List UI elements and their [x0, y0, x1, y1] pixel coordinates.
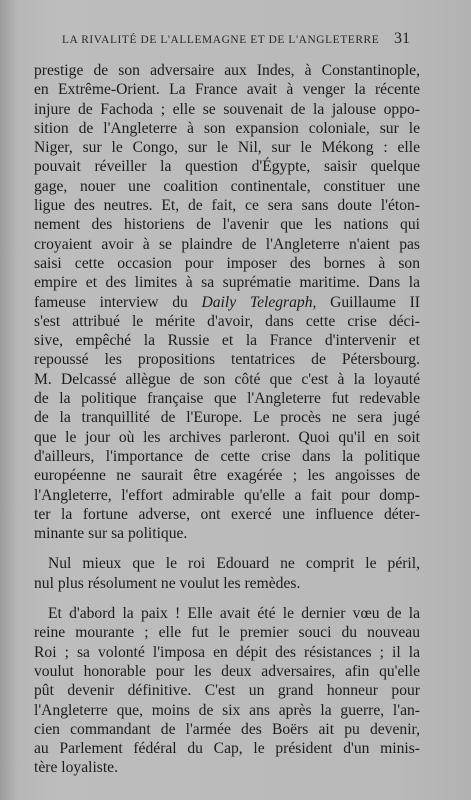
text-segment: fameuse interview du: [34, 293, 202, 311]
text-line: en Extrême-Orient. La France avait à venger la récente: [34, 81, 420, 99]
text-line: empire et des limites à sa suprématie maritime. Dans la: [34, 274, 420, 292]
text-line: pût devenir définitive. C'est un grand honneur pour: [34, 682, 420, 700]
text-line: d'ailleurs, l'importance de cette crise dans la politique: [34, 447, 420, 465]
text-line: l'Angleterre que, moins de six ans après la guerre, l'an-: [34, 701, 420, 719]
text-line: M. Delcassé allègue de son côté que c'est à la loyauté: [34, 370, 420, 388]
paragraph: [34, 61, 420, 543]
text-line: de la tranquillité de l'Europe. Le procès ne sera jugé: [34, 409, 420, 427]
text-line: Roi ; sa volonté l'imposa en dépit des résistances ; il la: [34, 643, 420, 661]
text-line: ligue des neutres. Et, de fait, ce sera sans doute l'éton-: [34, 197, 420, 215]
text-line: sition de l'Angleterre à son expansion coloniale, sur le: [34, 119, 420, 137]
text-line: sive, empêché la Russie et la France d'intervenir et: [34, 332, 420, 350]
newspaper-title: Daily Telegraph,: [201, 293, 317, 311]
text-line: nul plus résolument ne voulut les remèdes.: [34, 574, 301, 592]
text-line: que le jour où les archives parleront. Quoi qu'il en soit: [34, 428, 420, 446]
text-line: minante sur sa politique.: [34, 525, 188, 543]
paragraph-gap: [34, 543, 420, 554]
text-line: tère loyaliste.: [34, 759, 118, 777]
running-title: LA RIVALITÉ DE L'ALLEMAGNE ET DE L'ANGLETERRE: [62, 34, 380, 46]
text-line: Niger, sur le Congo, sur le Nil, sur le Mékong : elle: [34, 139, 420, 157]
text-line: s'est attribué le mérite d'avoir, dans cette crise déci-: [34, 312, 420, 330]
text-line: de la politique française que l'Angleterre fut redevable: [34, 390, 420, 408]
body-text: [34, 61, 420, 778]
paragraph: [34, 554, 420, 593]
text-line: cien commandant de l'armée des Boërs ait pu devenir,: [34, 720, 420, 738]
text-line: pouvait réveiller la question d'Égypte, saisir quelque: [34, 158, 420, 176]
page-number: 31: [394, 30, 410, 47]
text-line: reine mourante ; elle fut le premier souci du nouveau: [34, 624, 420, 642]
text-line: repoussé les propositions tentatrices de Pétersbourg.: [34, 351, 420, 369]
text-line: voulut honorable pour les deux adversaires, afin qu'elle: [34, 662, 420, 680]
text-line: saisi cette occasion pour imposer des bornes à son: [34, 254, 420, 272]
text-line: Et d'abord la paix ! Elle avait été le dernier vœu de la: [48, 605, 420, 623]
paragraph: [34, 604, 420, 778]
text-line: croyaient avoir à se plaindre de l'Angleterre n'aient pas: [34, 235, 420, 253]
text-line: au Parlement fédéral du Cap, le président d'un minis-: [34, 740, 420, 758]
text-segment: Guillaume II: [316, 293, 420, 311]
text-line: prestige de son adversaire aux Indes, à Constantinople,: [34, 62, 420, 79]
text-line: l'Angleterre, l'effort admirable qu'elle a fait pour domp-: [34, 486, 420, 504]
text-line: Nul mieux que le roi Edouard ne comprit le péril,: [48, 555, 420, 573]
text-line: nement des historiens de l'avenir que les nations qui: [34, 216, 420, 234]
text-line: gage, nouer une coalition continentale, constituer une: [34, 177, 420, 195]
paragraph-gap: [34, 593, 420, 604]
text-line: injure de Fachoda ; elle se souvenait de la jalouse oppo-: [34, 100, 420, 118]
text-line: européenne ne saurait être exagérée ; les angoisses de: [34, 467, 420, 485]
text-line: [34, 293, 420, 312]
text-line: ter la fortune adverse, ont exercé une influence déter-: [34, 505, 420, 523]
